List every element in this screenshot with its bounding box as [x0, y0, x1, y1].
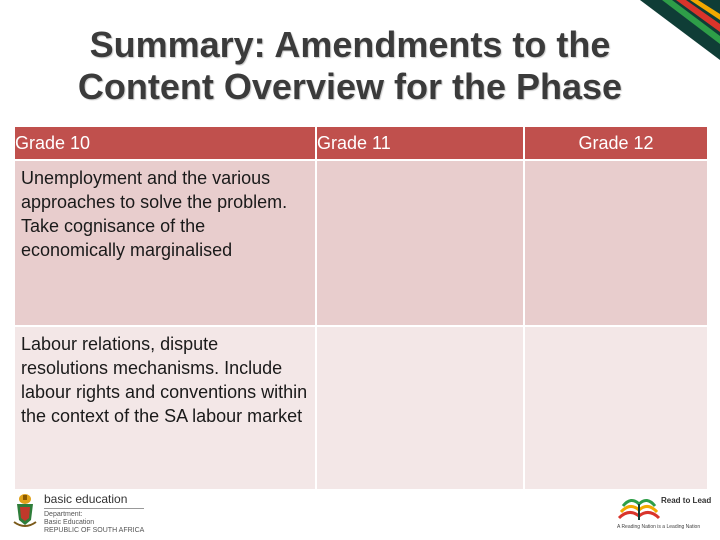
cell-text	[525, 327, 707, 332]
cell-text: Labour relations, dispute resolutions mechanisms. Include labour rights and conventions within the context of the SA labour market	[21, 334, 308, 426]
table-cell	[524, 160, 708, 326]
slide-title-line2: Content Overview for the Phase	[77, 66, 623, 107]
campaign-tagline: A Reading Nation is a Leading Nation	[617, 524, 701, 530]
read-to-lead-logo	[615, 490, 715, 536]
header-grade-11: Grade 11	[316, 126, 524, 160]
table-header-row	[14, 126, 708, 160]
dept-line1: Department:	[44, 511, 83, 518]
cell-text	[317, 327, 523, 332]
header-grade-12: Grade 12	[524, 126, 708, 160]
cell-text	[525, 161, 707, 166]
content-overview-table	[13, 125, 709, 491]
basic-education-logo	[12, 492, 144, 535]
table-cell	[14, 326, 316, 490]
dept-name: basic education	[44, 492, 128, 506]
table-cell	[524, 326, 708, 490]
cell-text: Unemployment and the various approaches to solve the problem. Take cognisance of the economically marginalised	[21, 168, 288, 260]
slide-title	[0, 24, 700, 108]
footer-divider	[44, 508, 144, 509]
header-grade-10: Grade 10	[14, 126, 316, 160]
campaign-title: Read to Lead	[661, 496, 712, 505]
open-book-icon	[617, 492, 661, 526]
table-row	[14, 160, 708, 326]
cell-text	[317, 161, 523, 166]
slide-footer	[0, 486, 720, 540]
table-cell	[316, 160, 524, 326]
table-cell	[14, 160, 316, 326]
coat-of-arms-icon	[12, 492, 38, 530]
dept-line2: Basic Education	[44, 519, 95, 526]
dept-line3: REPUBLIC OF SOUTH AFRICA	[44, 527, 145, 534]
table-cell	[316, 326, 524, 490]
slide-title-line1: Summary: Amendments to the	[89, 24, 611, 65]
table-row	[14, 326, 708, 490]
